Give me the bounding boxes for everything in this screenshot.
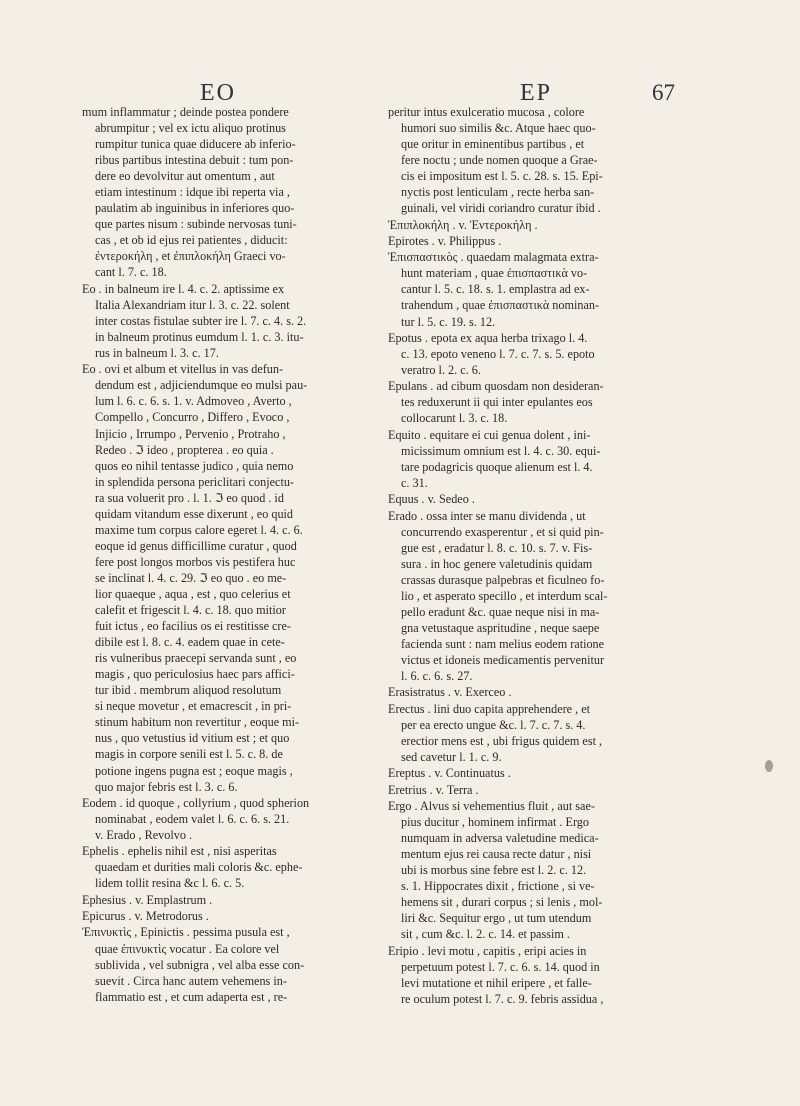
entry-line: lidem tollit resina &c l. 6. c. 5.	[95, 876, 245, 891]
entry-line: cas , et ob id ejus rei patientes , diducit:	[95, 233, 288, 248]
running-head-left: EO	[200, 80, 236, 106]
entry-line: quidam vitandum esse dixerunt , eo quid	[95, 506, 294, 521]
entry-line: nus , quo vetustius id vitium est ; et quo	[95, 731, 290, 746]
entry-line: Erectus . lini duo capita apprehendere , et	[388, 701, 591, 716]
entry-line: in splendida persona periclitari conjectu-	[95, 474, 294, 489]
entry-line: fere noctu ; unde nomen quoque a Grae-	[401, 153, 598, 168]
entry-line: hunt materiam , quae ἐπισπαστικὰ vo-	[401, 266, 588, 281]
entry-line: pello eradunt &c. quae neque nisi in ma-	[401, 604, 600, 619]
entry-line: lum l. 6. c. 6. s. 1. v. Admoveo , Averto ,	[95, 394, 292, 409]
entry-line: tare podagricis quoque alienum est l. 4.	[401, 459, 593, 474]
entry-line: sura . in hoc genere valetudinis quidam	[401, 556, 593, 571]
entry-line: Equus . v. Sedeo .	[388, 492, 475, 507]
entry-line: pius ducitur , hominem infirmat . Ergo	[401, 814, 589, 829]
entry-line: sublivida , vel subnigra , vel alba esse con-	[95, 957, 305, 972]
entry-line: tes reduxerunt ii qui inter epulantes eos	[401, 395, 593, 410]
entry-line: potione ingens pugna est ; eoque magis ,	[95, 763, 293, 778]
entry-line: nominabat , eodem valet l. 6. c. 6. s. 21.	[95, 811, 290, 826]
entry-line: Ἐπισπαστικὸς . quaedam malagmata extra-	[388, 250, 599, 265]
entry-line: inter costas fistulae subter ire l. 7. c. 4. s. 2.	[95, 313, 307, 328]
entry-line: paulatim ab inguinibus in inferiores quo-	[95, 201, 295, 216]
entry-line: maxime tum corpus calore egeret l. 4. c. 6.	[95, 522, 303, 537]
entry-line: Ereptus . v. Continuatus .	[388, 766, 511, 781]
entry-line: dere eo devolvitur aut omentum , aut	[95, 169, 275, 184]
entry-line: calefit et frigescit l. 4. c. 18. quo mitior	[95, 603, 286, 618]
entry-line: que partes nisum : subinde nervosas tuni-	[95, 217, 297, 232]
dictionary-entry	[388, 217, 688, 233]
dictionary-entry	[388, 427, 688, 491]
dictionary-entry	[388, 701, 688, 765]
entry-line: Epulans . ad cibum quosdam non desideran-	[388, 379, 604, 394]
entry-line: Eo . ovi et album et vitellus in vas defun-	[82, 362, 284, 377]
entry-line: lio , et asperato specillo , et interdum scal-	[401, 588, 608, 603]
entry-line: ἐντεροκήλη , et ἐπιπλοκήλη Graeci vo-	[95, 249, 286, 264]
entry-line: Compello , Concurro , Differo , Evoco ,	[95, 410, 290, 425]
dictionary-entry	[82, 281, 377, 361]
dictionary-entry	[388, 104, 688, 216]
entry-line: guinali, vel viridi coriandro curatur ibid .	[401, 201, 601, 216]
dictionary-entry	[388, 508, 688, 685]
entry-line: cantur l. 5. c. 18. s. 1. emplastra ad ex-	[401, 282, 590, 297]
entry-line: l. 6. c. 6. s. 27.	[401, 669, 473, 684]
dictionary-entry	[82, 924, 377, 1004]
dictionary-entry	[388, 330, 688, 378]
entry-line: levi mutatione et nihil eripere , et falle-	[401, 975, 592, 990]
entry-line: Epotus . epota ex aqua herba trixago l. 4.	[388, 330, 588, 345]
entry-line: cis ei impositum est l. 5. c. 28. s. 15. Epi-	[401, 169, 603, 184]
entry-line: Ἐπινυκτὶς , Epinictis . pessima pusula est ,	[82, 925, 290, 940]
entry-line: humori suo similis &c. Atque haec quo-	[401, 121, 596, 136]
dictionary-entry	[82, 892, 377, 908]
entry-line: Eodem . id quoque , collyrium , quod spherion	[82, 795, 310, 810]
entry-line: tur ibid . membrum aliquod resolutum	[95, 683, 282, 698]
entry-line: dibile est l. 8. c. 4. eadem quae in cete-	[95, 635, 285, 650]
entry-line: Injicio , Irrumpo , Pervenio , Protraho ,	[95, 426, 286, 441]
entry-line: micissimum omnium est l. 4. c. 30. equi-	[401, 443, 601, 458]
entry-line: Epicurus . v. Metrodorus .	[82, 909, 209, 924]
entry-line: concurrendo exasperentur , et si quid pin-	[401, 524, 604, 539]
entry-line: collocarunt l. 3. c. 18.	[401, 411, 508, 426]
entry-line: mentum ejus rei causa recte datur , nisi	[401, 847, 592, 862]
dictionary-entry	[388, 249, 688, 329]
entry-line: Ephelis . ephelis nihil est , nisi asperitas	[82, 844, 277, 859]
entry-line: Eripio . levi motu , capitis , eripi acies in	[388, 943, 587, 958]
entry-line: nyctis post lenticulam , recte herba san-	[401, 185, 595, 200]
entry-line: victus et idoneis medicamentis pervenitur	[401, 652, 605, 667]
entry-line: magis , quo periculosius haec pars affici-	[95, 667, 295, 682]
dictionary-entry	[388, 782, 688, 798]
entry-line: fuit ictus , eo facilius os ei restitisse cre-	[95, 619, 291, 634]
entry-line: gue est , eradatur l. 8. c. 10. s. 7. v. Fis-	[401, 540, 593, 555]
entry-line: sed cavetur l. 1. c. 9.	[401, 749, 502, 764]
entry-line: magis in corpore senili est l. 5. c. 8. de	[95, 747, 283, 762]
entry-line: rumpitur tunica quae diducere ab inferio-	[95, 137, 296, 152]
entry-line: si neque movetur , et emacrescit , in pri-	[95, 699, 292, 714]
entry-line: ribus partibus intestina debuit : tum pon-	[95, 153, 294, 168]
dictionary-entry	[388, 765, 688, 781]
entry-line: Eretrius . v. Terra .	[388, 782, 479, 797]
dictionary-entry	[82, 361, 377, 794]
entry-line: Redeo . ℑ ideo , propterea . eo quia .	[95, 442, 274, 457]
dictionary-entry	[388, 943, 688, 1007]
entry-line: trahendum , quae ἐπισπαστικὰ nominan-	[401, 298, 599, 313]
entry-line: Equito . equitare ei cui genua dolent , ini-	[388, 427, 591, 442]
dictionary-entry	[82, 795, 377, 843]
entry-line: re oculum potest l. 7. c. 9. febris assidua ,	[401, 991, 604, 1006]
entry-line: s. 1. Hippocrates dixit , frictione , si ve-	[401, 879, 595, 894]
entry-line: c. 31.	[401, 475, 428, 490]
page-number: 67	[652, 80, 675, 105]
entry-line: Ergo . Alvus si vehementius fluit , aut sae-	[388, 798, 595, 813]
dictionary-entry	[82, 908, 377, 924]
entry-line: facienda sunt : nam melius eodem ratione	[401, 636, 605, 651]
entry-line: numquam in adversa valetudine medica-	[401, 830, 599, 845]
entry-line: per ea erecto ungue &c. l. 7. c. 7. s. 4.	[401, 717, 586, 732]
entry-line: peritur intus exulceratio mucosa , colore	[388, 105, 585, 119]
entry-line: quaedam et durities mali coloris &c. ephe-	[95, 860, 303, 875]
entry-line: Eo . in balneum ire l. 4. c. 2. aptissime ex	[82, 281, 285, 296]
dictionary-entry	[388, 491, 688, 507]
entry-line: hemens sit , durari corpus ; si lenis , mol-	[401, 895, 603, 910]
ink-smudge	[765, 760, 773, 772]
entry-line: lior quaeque , aqua , est , quo celerius et	[95, 587, 291, 601]
entry-line: flammatio est , et cum adaperta est , re-	[95, 989, 288, 1004]
left-column	[82, 104, 377, 1005]
dictionary-entry	[388, 798, 688, 942]
entry-line: dendum est , adjiciendumque eo mulsi pau-	[95, 378, 308, 393]
entry-line: etiam intestinum : idque ibi reperta via ,	[95, 185, 290, 200]
running-head-right: EP	[520, 80, 553, 106]
entry-line: stinum habitum non revertitur , eoque mi-	[95, 715, 300, 730]
entry-line: que oritur in eminentibus partibus , et	[401, 137, 585, 152]
entry-line: in balneum protinus eumdum l. 1. c. 3. itu-	[95, 329, 304, 344]
dictionary-entry	[388, 684, 688, 700]
entry-line: quae ἐπινυκτὶς vocatur . Ea colore vel	[95, 941, 280, 956]
entry-line: ubi is morbus sine febre est l. 2. c. 12.	[401, 863, 587, 878]
entry-line: crassas durasque palpebras et ficulneo fo-	[401, 572, 605, 587]
entry-line: v. Erado , Revolvo .	[95, 828, 193, 842]
entry-line: tur l. 5. c. 19. s. 12.	[401, 314, 496, 329]
dictionary-entry	[388, 233, 688, 249]
entry-line: Italia Alexandriam itur l. 3. c. 22. solent	[95, 297, 290, 312]
right-column	[388, 104, 688, 1007]
entry-line: erectior mens est , ubi frigus quidem est ,	[401, 733, 603, 748]
entry-line: quo major febris est l. 3. c. 6.	[95, 779, 238, 794]
entry-line: gna vetustaque aspritudine , neque saepe	[401, 620, 600, 635]
entry-line: c. 13. epoto veneno l. 7. c. 7. s. 5. epoto	[401, 346, 595, 361]
entry-line: ris vulneribus praecepi servanda sunt , eo	[95, 651, 297, 666]
entry-line: perpetuum potest l. 7. c. 6. s. 14. quod in	[401, 959, 600, 974]
entry-line: Erasistratus . v. Exerceo .	[388, 685, 512, 700]
entry-line: ra sua voluerit pro . l. 1. ℑ eo quod . id	[95, 490, 284, 505]
entry-line: sit , cum &c. l. 2. c. 14. et passim .	[401, 927, 570, 942]
dictionary-entry	[82, 843, 377, 891]
entry-line: suevit . Circa hanc autem vehemens in-	[95, 973, 287, 988]
dictionary-entry	[388, 378, 688, 426]
dictionary-entry	[82, 104, 377, 281]
entry-line: Ephesius . v. Emplastrum .	[82, 892, 213, 907]
entry-line: cant l. 7. c. 18.	[95, 265, 167, 280]
entry-line: Erado . ossa inter se manu dividenda , ut	[388, 508, 586, 523]
entry-line: abrumpitur ; vel ex ictu aliquo protinus	[95, 121, 286, 136]
entry-line: Epirotes . v. Philippus .	[388, 233, 502, 248]
entry-line: quos eo nihil tentasse judico , quia nemo	[95, 458, 294, 473]
entry-line: Ἐπιπλοκήλη . v. Ἐντεροκήλη .	[388, 217, 538, 232]
entry-line: veratro l. 2. c. 6.	[401, 362, 481, 377]
entry-line: mum inflammatur ; deinde postea pondere	[82, 105, 289, 119]
entry-line: se inclinat l. 4. c. 29. ℑ eo quo . eo me-	[95, 570, 287, 585]
entry-line: liri &c. Sequitur ergo , ut tum utendum	[401, 911, 592, 926]
entry-line: eoque id genus difficillime curatur , quod	[95, 538, 297, 553]
entry-line: rus in balneum l. 3. c. 17.	[95, 346, 219, 360]
entry-line: fere post longos morbos vis pestifera huc	[95, 554, 296, 569]
